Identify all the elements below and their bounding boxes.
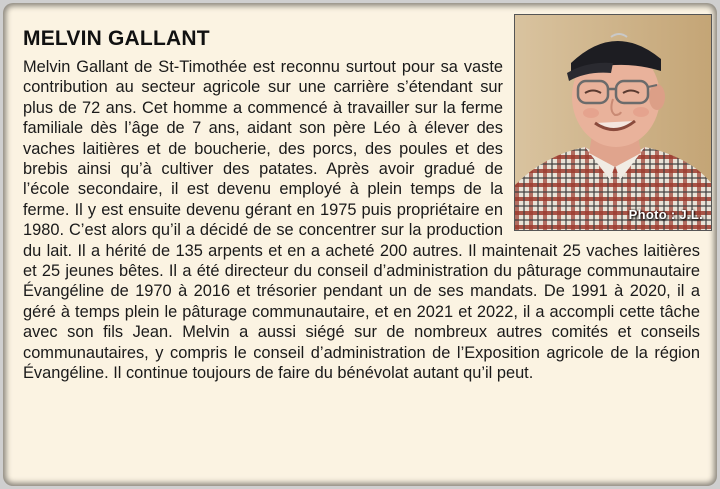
article-body xyxy=(23,57,700,384)
article-body-text: Melvin Gallant de St-Timothée est reconnu surtout pour sa vaste contribution au secteur agricole sur une carrière s’étendant sur plus de 72 ans. Cet homme a commencé à travailler sur la ferme familiale dès l’âge de 7 ans, aidant son père Léo à élever des vaches laitières et de boucherie, des porcs, des poules et des brebis ainsi qu’à cultiver des patates. Après avoir gradué de l’école secondaire, il est devenu employé à plein temps de la ferme. Il y est ensuite devenu gérant en 1975 puis propriétaire en 1980. C’est alors qu’il a décidé de se concentrer sur la production du lait. Il a hérité de 135 arpents et en a acheté 200 autres. Il maintenait 25 vaches laitières et 25 jeunes bêtes. Il a été directeur du conseil d’administration du pâturage communautaire Évangéline de 1970 à 2016 et trésorier pendant un de ses mandats. De 1991 à 2020, il a géré à temps plein le pâturage communautaire, et en 2021 et 2022, il a accompli cette tâche avec son fils Jean. Melvin a aussi siégé sur de nombreux autres comités et conseils communautaires, y compris le conseil d’administration de l’Exposition agricole de la région Évangéline. Il continue toujours de faire du bénévolat autant qu’il peut. xyxy=(23,58,700,383)
article-title: MELVIN GALLANT xyxy=(23,27,210,50)
article-frame xyxy=(3,3,717,486)
photo-credit: Photo : J.L. xyxy=(628,207,703,222)
photo-wrap-spacer xyxy=(503,57,700,235)
